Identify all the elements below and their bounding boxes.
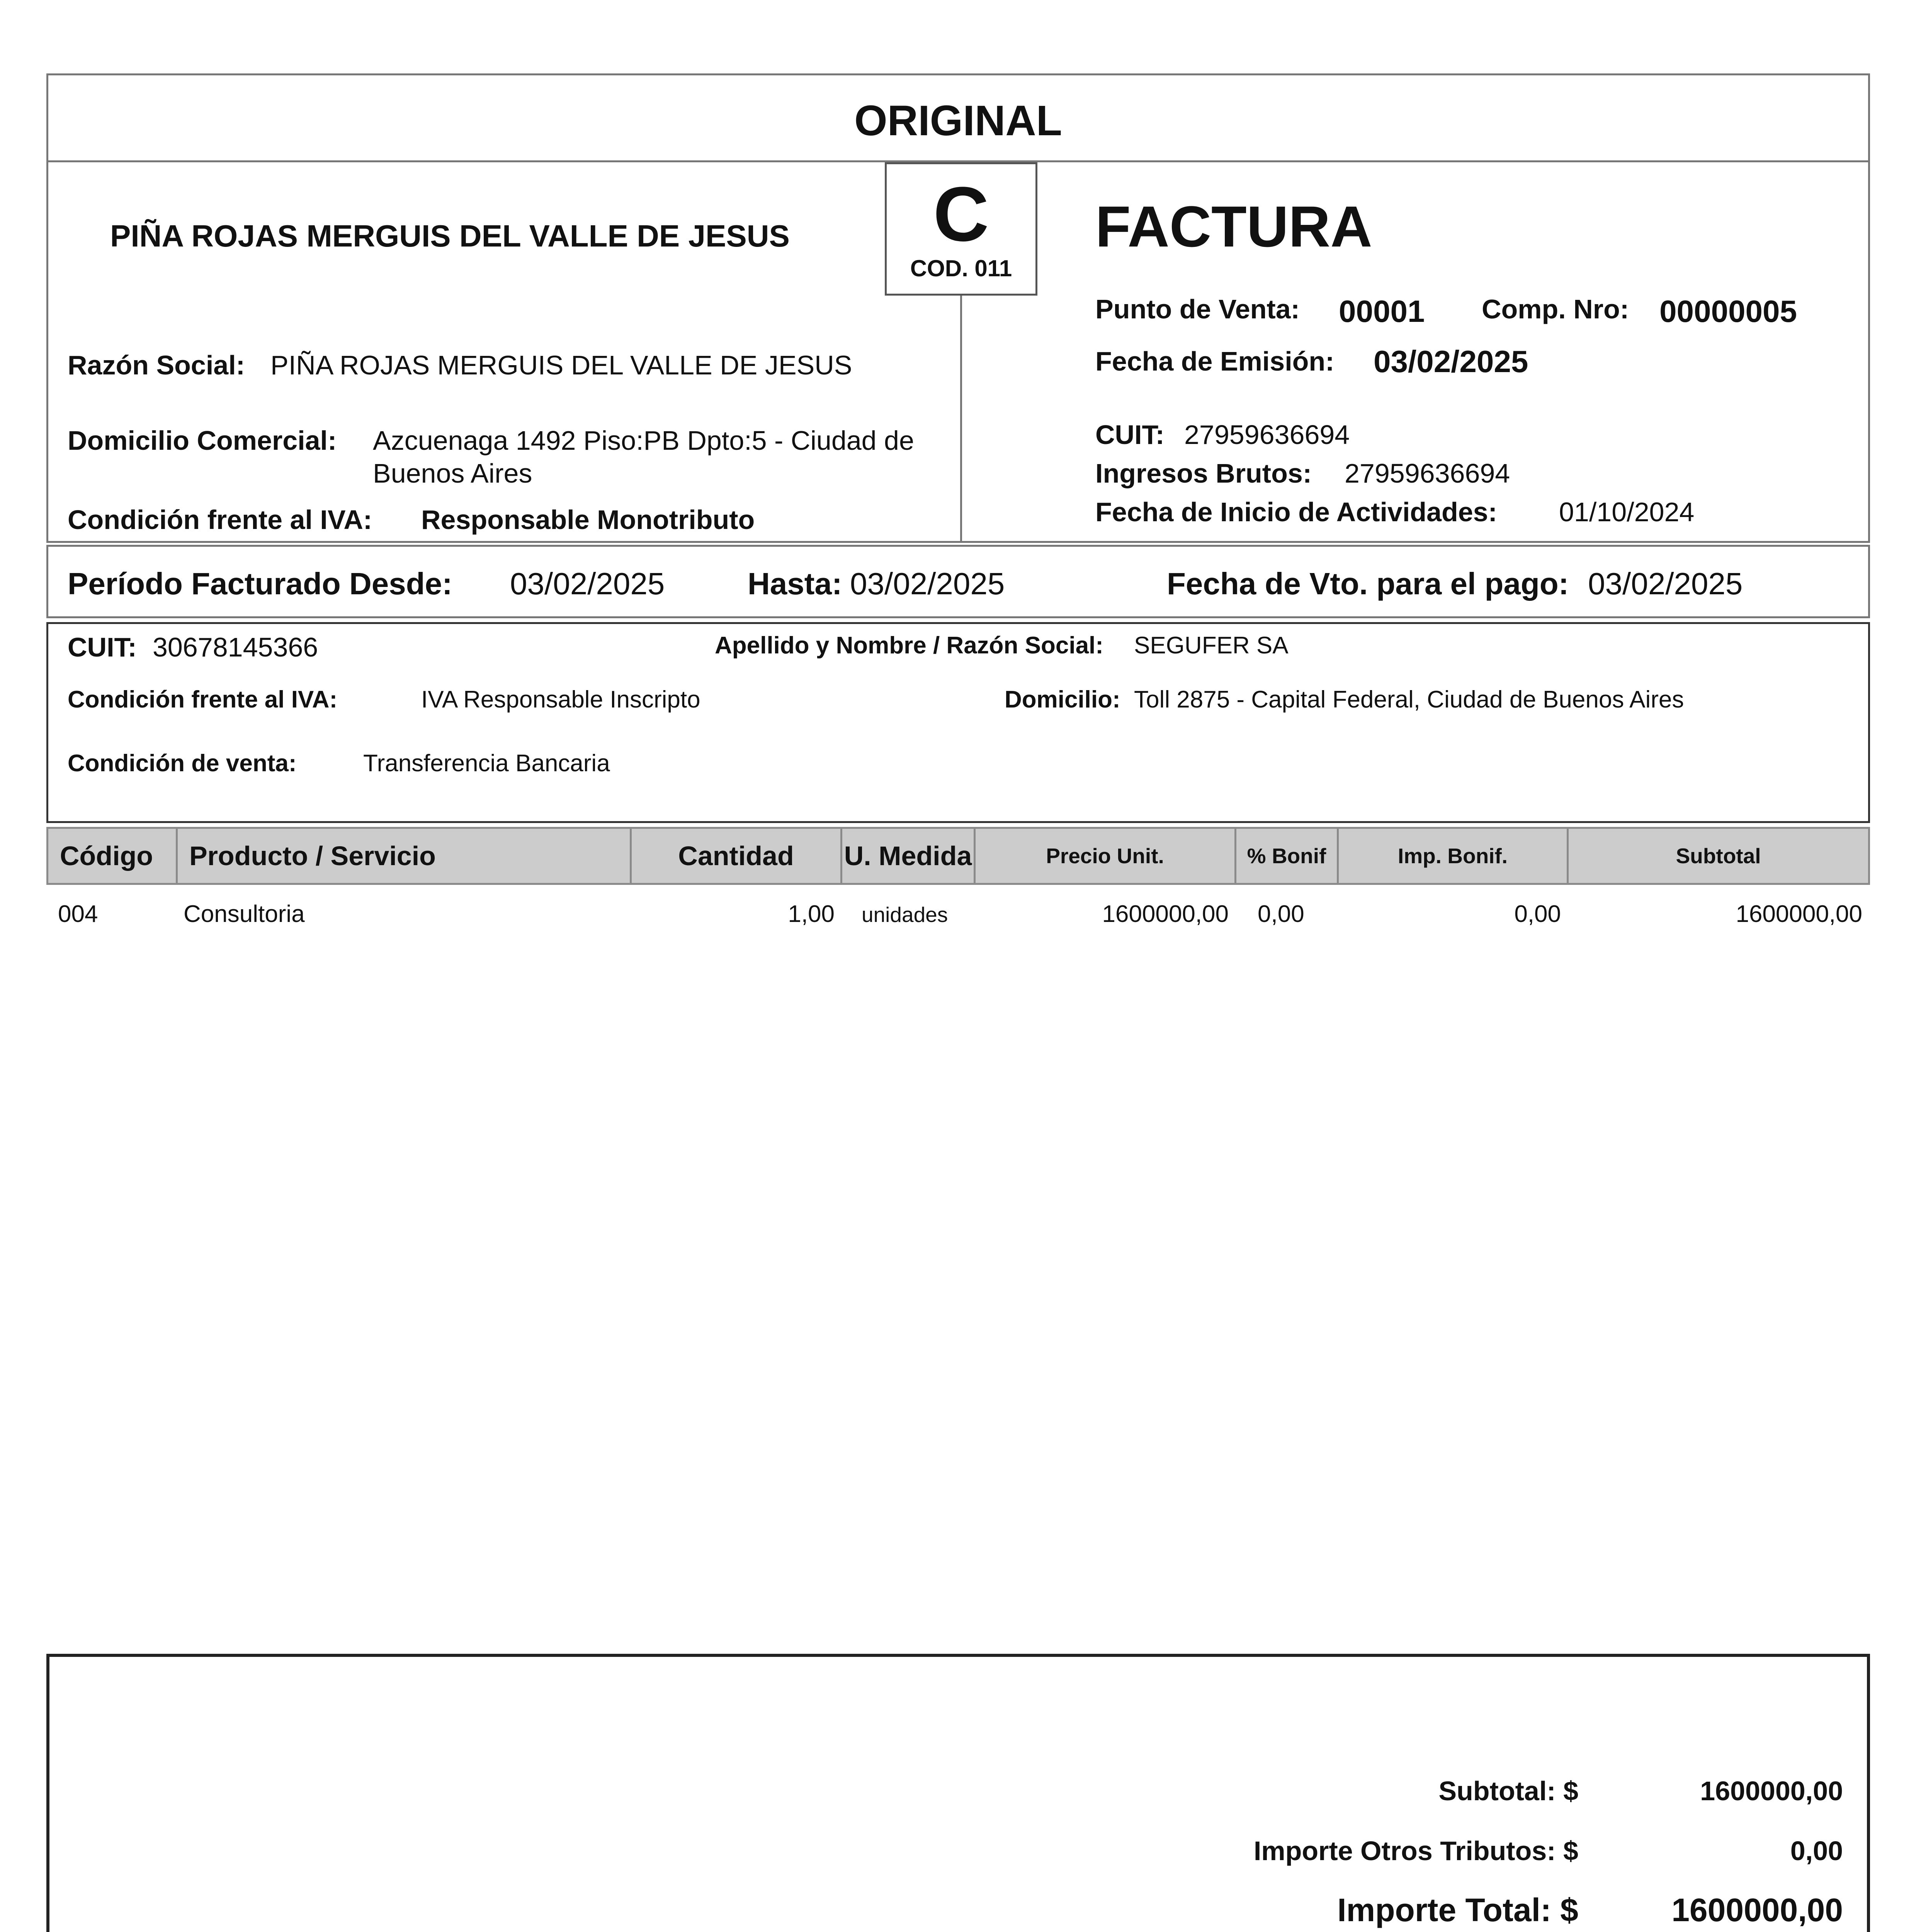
doc-type-code: COD. 011 (910, 255, 1012, 281)
col-header-bonif-pct: % Bonif (1234, 827, 1339, 885)
issuer-divider (960, 294, 962, 543)
punto-venta-label: Punto de Venta: (1095, 294, 1300, 324)
item-producto: Consultoria (184, 901, 305, 927)
razon-social-label: Razón Social: (68, 350, 245, 380)
importe-total-label: Importe Total: $ (1337, 1892, 1578, 1928)
issuer-iva-label: Condición frente al IVA: (68, 505, 372, 535)
client-nombre-label: Apellido y Nombre / Razón Social: (715, 632, 1103, 659)
col-header-subtotal: Subtotal (1567, 827, 1870, 885)
otros-tributos-value: 0,00 (1790, 1836, 1843, 1866)
periodo-hasta-label: Hasta: (748, 566, 842, 601)
razon-social-value: PIÑA ROJAS MERGUIS DEL VALLE DE JESUS (270, 350, 852, 380)
col-header-producto: Producto / Servicio (176, 827, 632, 885)
fecha-emision-label: Fecha de Emisión: (1095, 346, 1335, 376)
issuer-cuit-value: 27959636694 (1184, 420, 1350, 450)
issuer-cuit-label: CUIT: (1095, 420, 1165, 450)
item-cantidad: 1,00 (788, 901, 835, 927)
importe-total-value: 1600000,00 (1671, 1892, 1843, 1928)
invoice-title: FACTURA (1095, 194, 1372, 259)
inicio-actividades-value: 01/10/2024 (1559, 497, 1695, 527)
vto-pago-value: 03/02/2025 (1588, 566, 1743, 601)
item-precio-unit: 1600000,00 (1102, 901, 1229, 927)
ingresos-brutos-value: 27959636694 (1345, 458, 1510, 488)
client-cuit-value: 30678145366 (153, 632, 318, 662)
client-nombre-value: SEGUFER SA (1134, 632, 1289, 659)
col-header-imp-bonif: Imp. Bonif. (1337, 827, 1569, 885)
copy-label: ORIGINAL (854, 97, 1062, 145)
domicilio-comercial-label: Domicilio Comercial: (68, 425, 337, 456)
client-domicilio-value: Toll 2875 - Capital Federal, Ciudad de Buenos Aires (1134, 686, 1684, 713)
vto-pago-label: Fecha de Vto. para el pago: (1167, 566, 1569, 601)
item-codigo: 004 (58, 901, 98, 927)
fecha-emision-value: 03/02/2025 (1374, 344, 1528, 379)
condicion-venta-label: Condición de venta: (68, 750, 297, 777)
item-imp-bonif: 0,00 (1514, 901, 1561, 927)
subtotal-value: 1600000,00 (1700, 1776, 1843, 1806)
item-u-medida: unidades (862, 903, 948, 927)
otros-tributos-label: Importe Otros Tributos: $ (1253, 1836, 1578, 1866)
condicion-venta-value: Transferencia Bancaria (363, 750, 610, 777)
item-bonif-pct: 0,00 (1258, 901, 1304, 927)
periodo-desde-value: 03/02/2025 (510, 566, 665, 601)
comp-nro-label: Comp. Nro: (1482, 294, 1629, 324)
issuer-iva-value: Responsable Monotributo (421, 505, 755, 535)
domicilio-comercial-line2: Buenos Aires (373, 458, 532, 488)
client-domicilio-label: Domicilio: (1005, 686, 1120, 713)
col-header-u-medida: U. Medida (840, 827, 976, 885)
totals-box (46, 1654, 1870, 1932)
client-cuit-label: CUIT: (68, 632, 137, 662)
ingresos-brutos-label: Ingresos Brutos: (1095, 458, 1312, 488)
doc-type-letter: C (933, 171, 989, 257)
periodo-desde-label: Período Facturado Desde: (68, 566, 452, 601)
punto-venta-value: 00001 (1339, 294, 1425, 328)
item-subtotal: 1600000,00 (1736, 901, 1862, 927)
col-header-codigo: Código (46, 827, 178, 885)
domicilio-comercial-line1: Azcuenaga 1492 Piso:PB Dpto:5 - Ciudad de (373, 425, 914, 456)
col-header-precio-unit: Precio Unit. (974, 827, 1236, 885)
client-iva-value: IVA Responsable Inscripto (421, 686, 700, 713)
subtotal-label: Subtotal: $ (1438, 1776, 1578, 1806)
comp-nro-value: 00000005 (1659, 294, 1797, 328)
periodo-hasta-value: 03/02/2025 (850, 566, 1005, 601)
col-header-cantidad: Cantidad (630, 827, 842, 885)
client-iva-label: Condición frente al IVA: (68, 686, 338, 713)
inicio-actividades-label: Fecha de Inicio de Actividades: (1095, 497, 1497, 527)
issuer-name: PIÑA ROJAS MERGUIS DEL VALLE DE JESUS (110, 219, 790, 253)
